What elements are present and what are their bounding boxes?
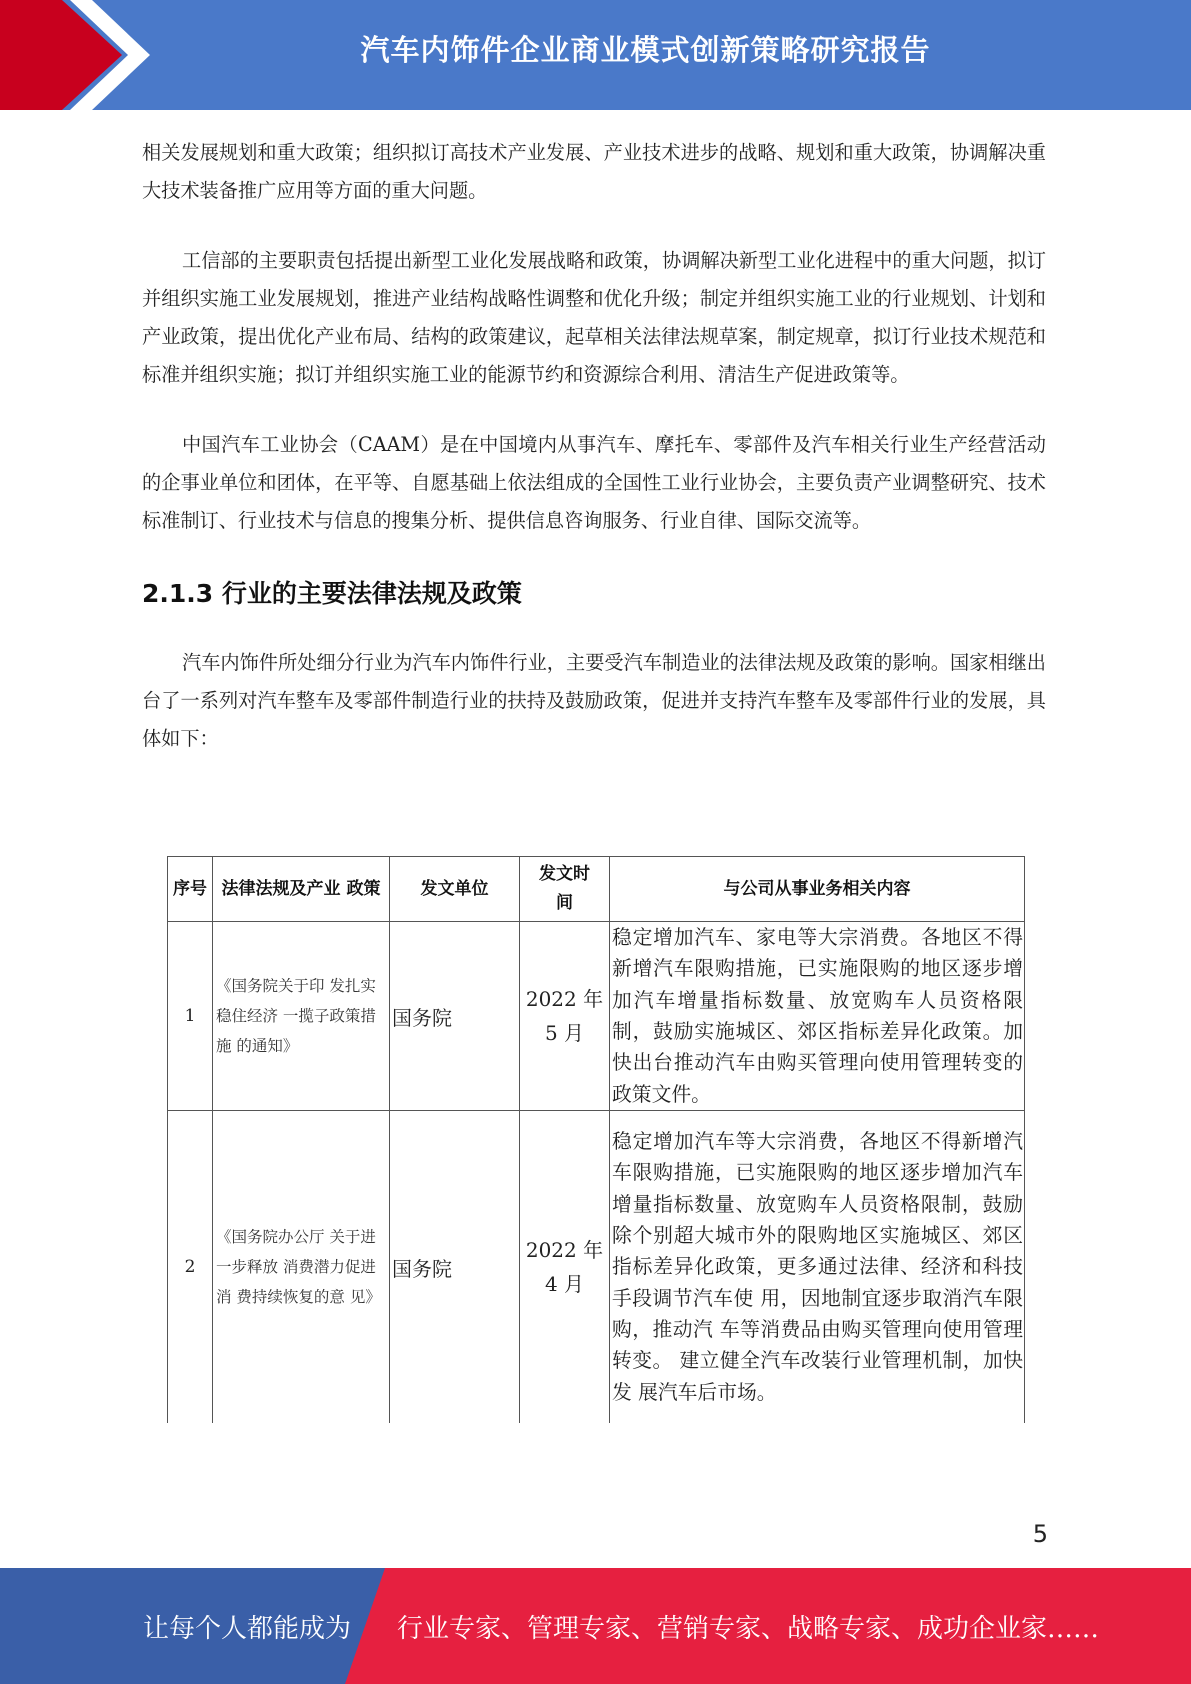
footer-banner xyxy=(0,1568,1191,1684)
cell-content: 稳定增加汽车等大宗消费，各地区不得新增汽车限购措施，已实施限购的地区逐步增加汽车增量指标数量、放宽购车人员资格限制，鼓励除个别超大城市外的限购地区实施城区、郊区指标差异化政策，更多通过法律、经济和科技手段调节汽车使 用，因地制宜逐步取消汽车限购，推动汽 车等消费品由购买管理向使用管理转变。 建立健全汽车改装行业管理机制，加快发 展汽车后市场。 xyxy=(610,1111,1025,1424)
cell-no: 1 xyxy=(168,922,213,1111)
cell-no: 2 xyxy=(168,1111,213,1424)
table-row xyxy=(168,1111,1025,1424)
page-number: 5 xyxy=(1032,1520,1048,1548)
table-row xyxy=(168,922,1025,1111)
header-cell-date: 发文时间 xyxy=(520,857,610,922)
cell-date: 2022 年 4 月 xyxy=(520,1111,610,1424)
paragraph: 相关发展规划和重大政策；组织拟订高技术产业发展、产业技术进步的战略、规划和重大政策，协调解决重大技术装备推广应用等方面的重大问题。 xyxy=(142,141,1046,202)
header-banner xyxy=(0,0,1191,110)
header-cell-law: 法律法规及产业 政策 xyxy=(213,857,390,922)
cell-date: 2022 年 5 月 xyxy=(520,922,610,1111)
footer-slogan-left: 让每个人都能成为 xyxy=(143,1614,352,1644)
cell-law: 《国务院关于印 发扎实稳住经济 一揽子政策措施 的通知》 xyxy=(213,922,390,1111)
cell-content: 稳定增加汽车、家电等大宗消费。各地区不得新增汽车限购措施，已实施限购的地区逐步增加汽车增量指标数量、放宽购车人员资格限制，鼓励实施城区、郊区指标差异化政策。加快出台推动汽车由购买管理向使用管理转变的政策文件。 xyxy=(610,922,1025,1111)
document-body xyxy=(142,134,1046,758)
footer-slogan-right: 行业专家、管理专家、营销专家、战略专家、成功企业家…… xyxy=(397,1614,1100,1644)
paragraph: 汽车内饰件所处细分行业为汽车内饰件行业，主要受汽车制造业的法律法规及政策的影响。国家相继出台了一系列对汽车整车及零部件制造行业的扶持及鼓励政策，促进并支持汽车整车及零部件行业的发展，具体如下： xyxy=(142,651,1046,750)
cell-unit: 国务院 xyxy=(390,922,520,1111)
paragraph: 中国汽车工业协会（CAAM）是在中国境内从事汽车、摩托车、零部件及汽车相关行业生产经营活动的企事业单位和团体，在平等、自愿基础上依法组成的全国性工业行业协会，主要负责产业调整研究、技术标准制订、行业技术与信息的搜集分析、提供信息咨询服务、行业自律、国际交流等。 xyxy=(142,433,1046,532)
paragraph: 工信部的主要职责包括提出新型工业化发展战略和政策，协调解决新型工业化进程中的重大问题，拟订并组织实施工业发展规划，推进产业结构战略性调整和优化升级；制定并组织实施工业的行业规划、计划和产业政策，提出优化产业布局、结构的政策建议，起草相关法律法规草案，制定规章，拟订行业技术规范和标准并组织实施；拟订并组织实施工业的能源节约和资源综合利用、清洁生产促进政策等。 xyxy=(142,249,1046,386)
section-heading: 2.1.3 行业的主要法律法规及政策 xyxy=(142,579,522,608)
cell-unit: 国务院 xyxy=(390,1111,520,1424)
header-cell-unit: 发文单位 xyxy=(390,857,520,922)
report-title: 汽车内饰件企业商业模式创新策略研究报告 xyxy=(360,33,931,67)
header-cell-no: 序号 xyxy=(168,857,213,922)
policy-table xyxy=(167,856,1025,1423)
header-cell-content: 与公司从事业务相关内容 xyxy=(610,857,1025,922)
cell-law: 《国务院办公厅 关于进一步释放 消费潜力促进消 费持续恢复的意 见》 xyxy=(213,1111,390,1424)
table-header-row xyxy=(168,857,1025,922)
